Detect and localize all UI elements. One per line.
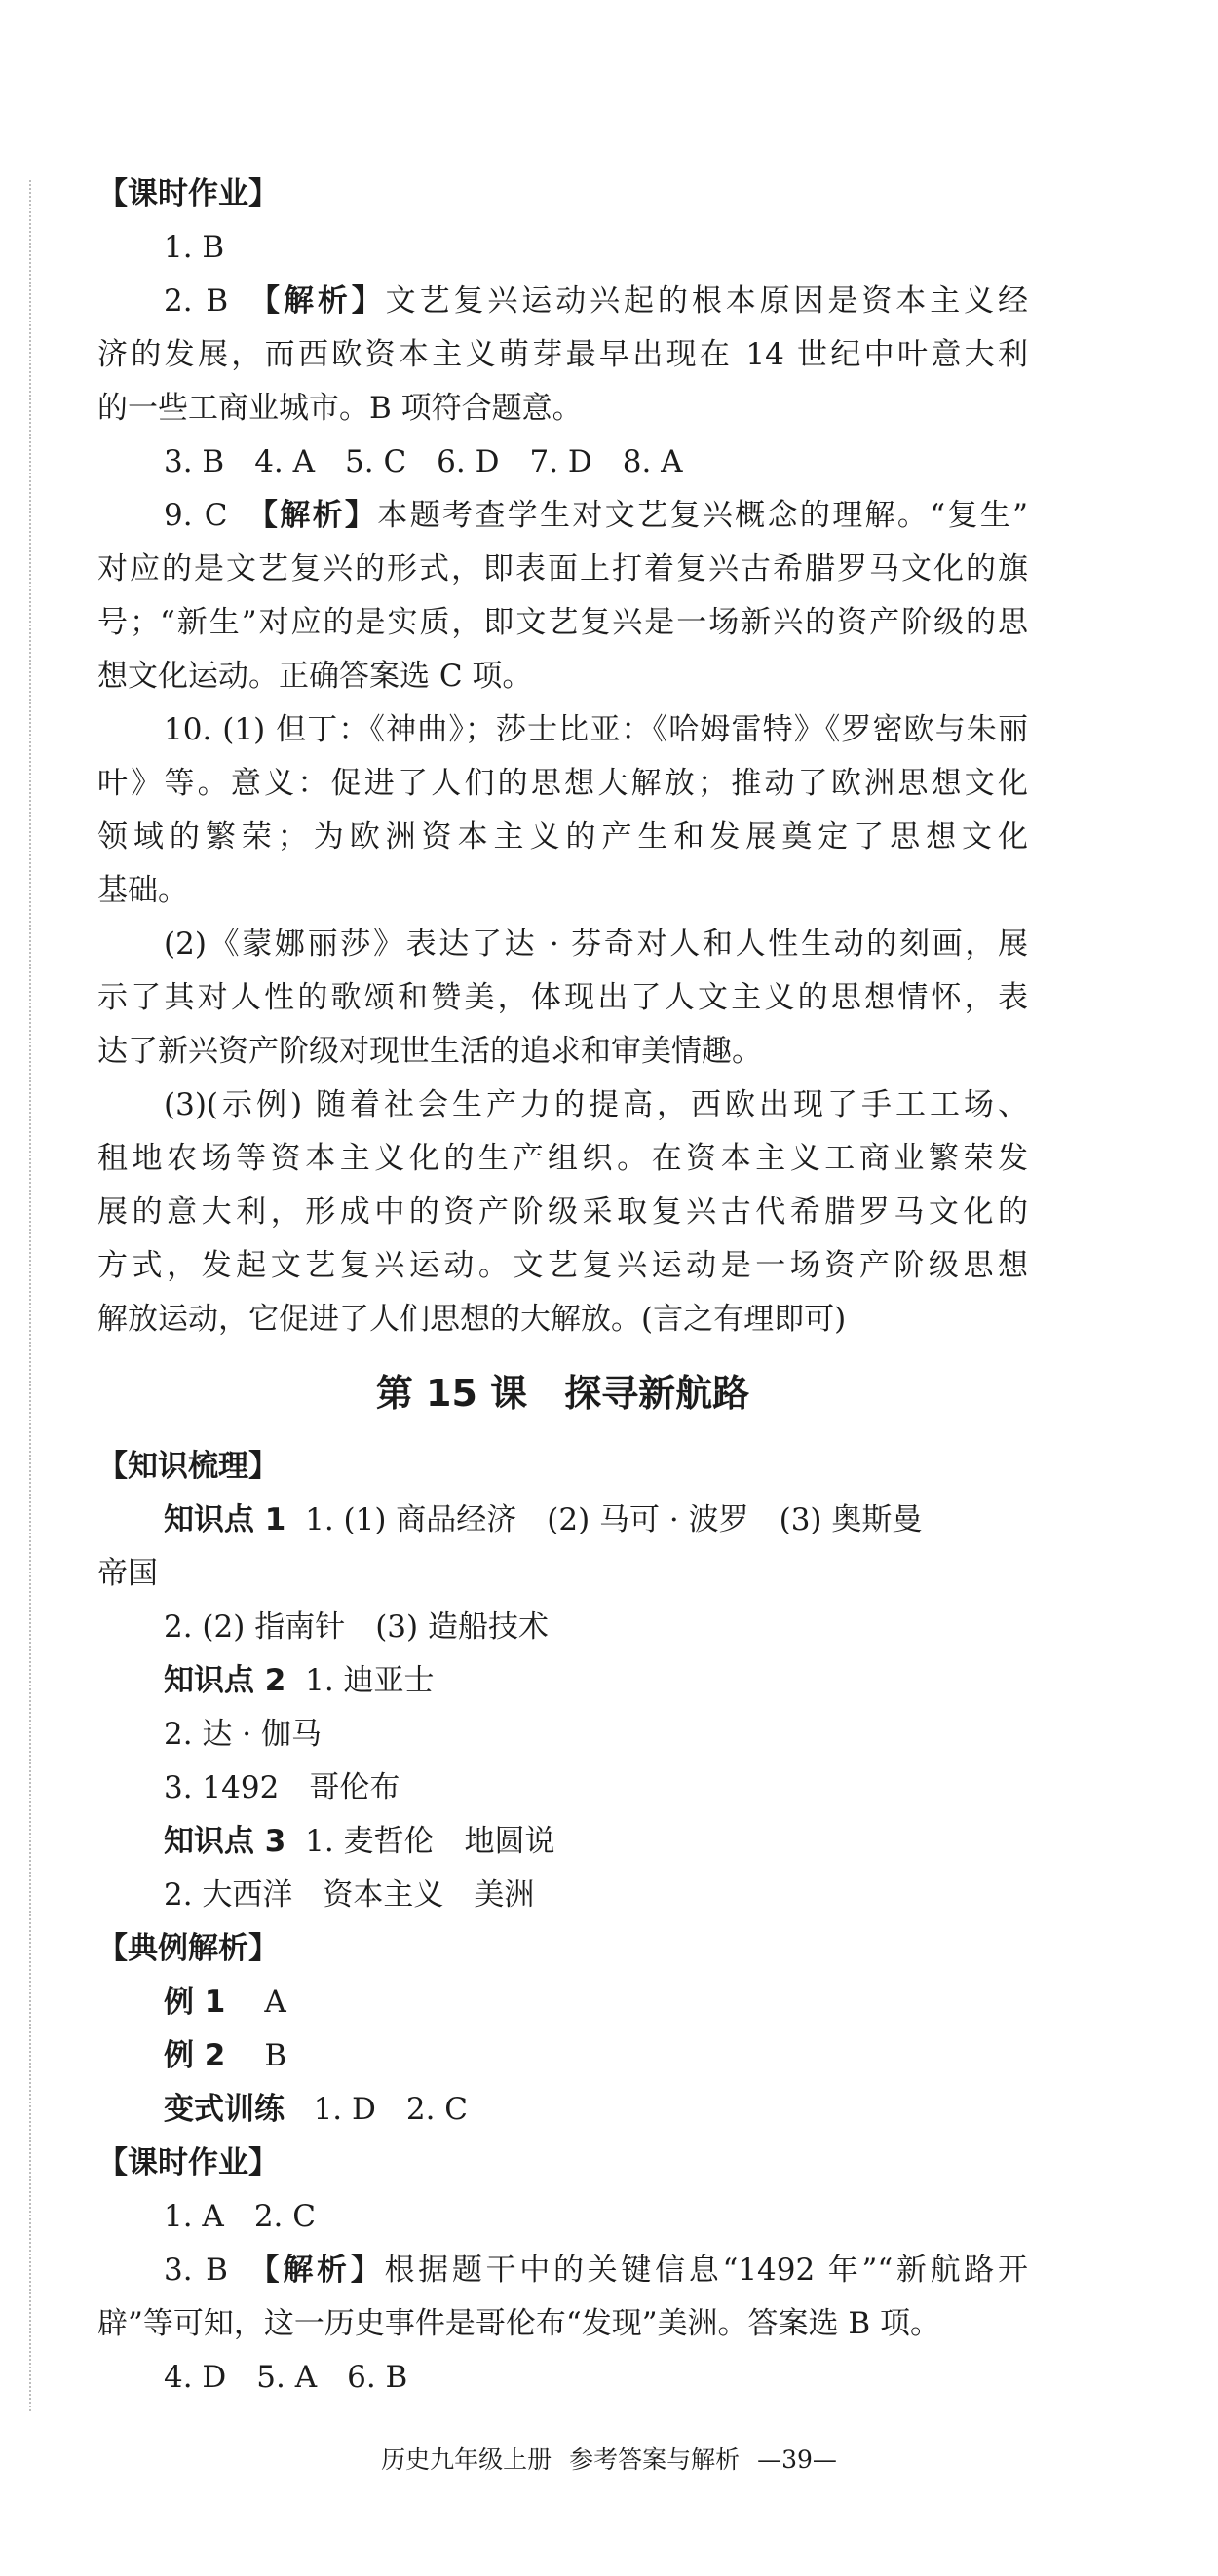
answer-3-text: 根据题干中的关键信息“1492 年”“新航路开 bbox=[384, 2253, 1028, 2288]
answer-2-line-1 bbox=[97, 275, 1028, 328]
knowledge-point-2-label: 知识点 2 bbox=[164, 1663, 286, 1698]
answer-9-line-4: 想文化运动。正确答案选 C 项。 bbox=[97, 659, 533, 694]
answer-9-line-3: 号；“新生”对应的是实质，即文艺复兴是一场新兴的资产阶级的思 bbox=[97, 605, 1028, 640]
answer-10-line-1: 10. (1) 但丁：《神曲》；莎士比亚：《哈姆雷特》《罗密欧与朱丽 bbox=[164, 712, 1028, 747]
knowledge-point-2 bbox=[97, 1654, 1028, 1708]
analysis-tag: 【解析】 bbox=[245, 2253, 385, 2288]
analysis-tag: 【解析】 bbox=[246, 284, 386, 319]
answer-10-3-line-2: 租地农场等资本主义化的生产组织。在资本主义工商业繁荣发 bbox=[97, 1141, 1028, 1176]
answer-3-line-1 bbox=[97, 2244, 1028, 2297]
knowledge-point-1-cont: 帝国 bbox=[97, 1556, 158, 1591]
answer-3-number: 3. B bbox=[164, 2253, 228, 2288]
answer-10-2-line-2: 示了其对人性的歌颂和赞美，体现出了人文主义的思想情怀，表 bbox=[97, 980, 1028, 1015]
knowledge-point-1-label: 知识点 1 bbox=[164, 1502, 286, 1537]
footer-book-title: 历史九年级上册 bbox=[381, 2445, 552, 2474]
variant-training-label: 变式训练 bbox=[164, 2092, 285, 2127]
margin-dotted-rule bbox=[29, 180, 31, 2411]
section-heading-examples: 【典例解析】 bbox=[97, 1931, 279, 1966]
lesson-name: 探寻新航路 bbox=[564, 1372, 750, 1415]
answer-2-line-2: 济的发展，而西欧资本主义萌芽最早出现在 14 世纪中叶意大利 bbox=[97, 337, 1028, 372]
answer-10-3-line-3: 展的意大利，形成中的资产阶级采取复兴古代希腊罗马文化的 bbox=[97, 1194, 1028, 1230]
page-number: —39— bbox=[757, 2445, 837, 2474]
page-footer bbox=[0, 2441, 1218, 2480]
knowledge-point-3-item-2: 2. 大西洋 资本主义 美洲 bbox=[164, 1877, 535, 1913]
section-heading-homework-2: 【课时作业】 bbox=[97, 2145, 279, 2180]
answer-1: 1. B bbox=[164, 230, 225, 265]
example-1 bbox=[97, 1976, 1028, 2029]
knowledge-point-3-text: 1. 麦哲伦 地圆说 bbox=[305, 1824, 555, 1859]
answers-3-to-8: 3. B 4. A 5. C 6. D 7. D 8. A bbox=[164, 444, 683, 479]
answers-4-to-6: 4. D 5. A 6. B bbox=[164, 2360, 408, 2395]
answer-9-line-2: 对应的是文艺复兴的形式，即表面上打着复兴古希腊罗马文化的旗 bbox=[97, 551, 1028, 587]
knowledge-point-1 bbox=[97, 1494, 1028, 1547]
knowledge-point-2-item-3: 3. 1492 哥伦布 bbox=[164, 1770, 400, 1805]
lesson-number: 第 15 课 bbox=[375, 1372, 528, 1415]
knowledge-point-2-text: 1. 迪亚士 bbox=[305, 1663, 435, 1698]
footer-section-title: 参考答案与解析 bbox=[569, 2445, 741, 2474]
answer-10-3-line-1: (3)(示例) 随着社会生产力的提高，西欧出现了手工工场、 bbox=[164, 1087, 1028, 1122]
answers-1-2: 1. A 2. C bbox=[164, 2199, 316, 2234]
answer-9-text: 本题考查学生对文艺复兴概念的理解。“复生” bbox=[377, 498, 1028, 533]
section-heading-homework: 【课时作业】 bbox=[97, 176, 279, 211]
variant-training bbox=[97, 2083, 1028, 2137]
answer-10-2-line-1: (2)《蒙娜丽莎》表达了达 · 芬奇对人和人性生动的刻画，展 bbox=[164, 927, 1028, 962]
knowledge-point-1-text: 1. (1) 商品经济 (2) 马可 · 波罗 (3) 奥斯曼 bbox=[305, 1502, 923, 1537]
answer-2-text: 文艺复兴运动兴起的根本原因是资本主义经 bbox=[385, 284, 1028, 319]
answer-2-number: 2. B bbox=[164, 284, 229, 319]
knowledge-point-2-item-2: 2. 达 · 伽马 bbox=[164, 1717, 322, 1752]
knowledge-point-1-item-2: 2. (2) 指南针 (3) 造船技术 bbox=[164, 1610, 549, 1645]
example-2-label: 例 2 bbox=[164, 2038, 226, 2073]
section-heading-knowledge: 【知识梳理】 bbox=[97, 1449, 279, 1484]
answer-9-number: 9. C bbox=[164, 498, 228, 533]
variant-training-answers: 1. D 2. C bbox=[313, 2092, 468, 2127]
answer-10-3-line-4: 方式，发起文艺复兴运动。文艺复兴运动是一场资产阶级思想 bbox=[97, 1248, 1028, 1283]
answer-10-line-4: 基础。 bbox=[97, 873, 188, 908]
lesson-title bbox=[97, 1368, 1028, 1419]
answer-10-2-line-3: 达了新兴资产阶级对现世生活的追求和审美情趣。 bbox=[97, 1034, 762, 1069]
example-2-answer: B bbox=[264, 2038, 287, 2073]
answer-9-line-1 bbox=[97, 489, 1028, 543]
example-1-answer: A bbox=[264, 1985, 286, 2020]
knowledge-point-3-label: 知识点 3 bbox=[164, 1824, 286, 1859]
analysis-tag: 【解析】 bbox=[245, 498, 378, 533]
example-2 bbox=[97, 2029, 1028, 2083]
answer-2-line-3: 的一些工商业城市。B 项符合题意。 bbox=[97, 391, 583, 426]
answer-page-content bbox=[97, 168, 1028, 2405]
example-1-label: 例 1 bbox=[164, 1985, 226, 2020]
answer-10-line-2: 叶》等。意义：促进了人们的思想大解放；推动了欧洲思想文化 bbox=[97, 766, 1028, 801]
answer-10-line-3: 领域的繁荣；为欧洲资本主义的产生和发展奠定了思想文化 bbox=[97, 819, 1028, 854]
knowledge-point-3 bbox=[97, 1815, 1028, 1869]
answer-3-line-2: 辟”等可知，这一历史事件是哥伦布“发现”美洲。答案选 B 项。 bbox=[97, 2306, 941, 2341]
answer-10-3-line-5: 解放运动，它促进了人们思想的大解放。(言之有理即可) bbox=[97, 1302, 847, 1337]
